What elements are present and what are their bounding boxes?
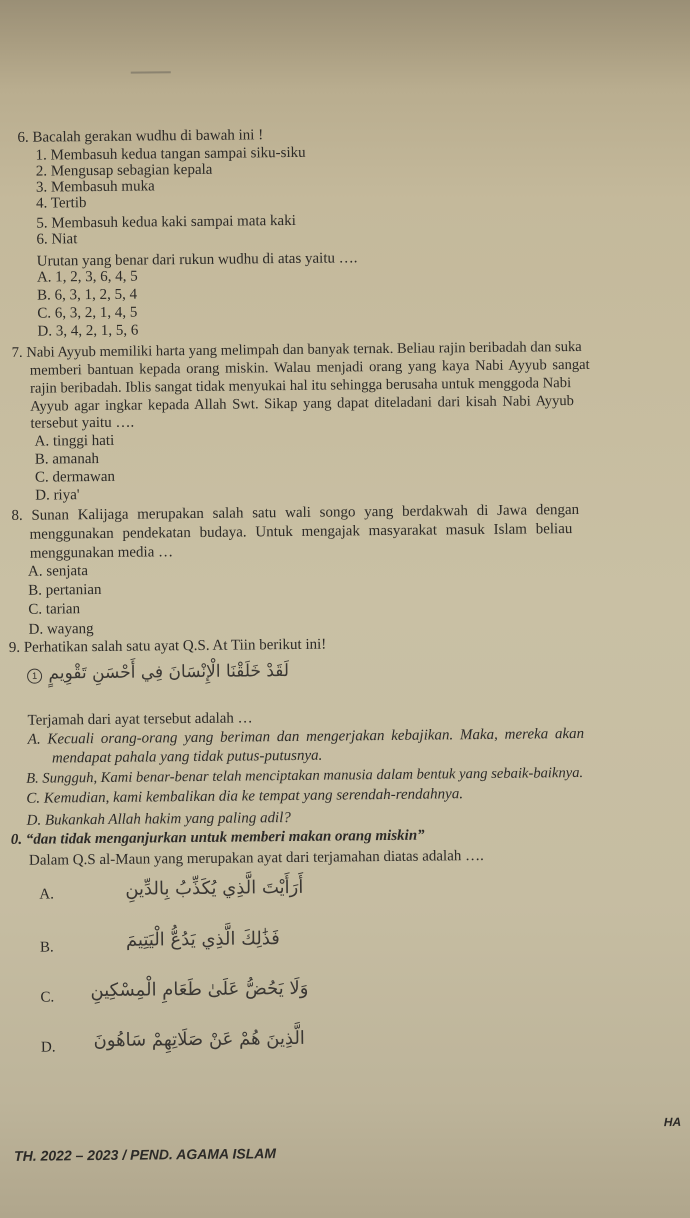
q6-option-d: D. 3, 4, 2, 1, 5, 6: [37, 322, 139, 340]
q9-option-b: B. Sungguh, Kami benar-benar telah menciptakan manusia dalam bentuk yang sebaik-baiknya.: [26, 764, 584, 787]
q10-option-b-arabic: فَذَٰلِكَ الَّذِي يَدُعُّ الْيَتِيمَ: [125, 928, 280, 951]
q6-item-2: 2. Mengusap sebagian kepala: [35, 161, 213, 180]
q7-option-c: C. dermawan: [34, 468, 116, 486]
q9-question: Terjamah dari ayat tersebut adalah …: [27, 710, 253, 729]
q6-option-a: A. 1, 2, 3, 6, 4, 5: [36, 268, 138, 286]
q9-title: 9. Perhatikan salah satu ayat Q.S. At Tiin berikut ini!: [8, 636, 327, 656]
q6-question: Urutan yang benar dari rukun wudhu di atas yaitu ….: [36, 250, 358, 270]
q8-option-d: D. wayang: [28, 621, 94, 638]
q6-item-6: 6. Niat: [36, 231, 78, 248]
q8-line-3: menggunakan media …: [29, 544, 174, 562]
q7-line-2: memberi bantuan kepada orang miskin. Walau menjadi orang yang kaya Nabi Ayyub sangat: [29, 356, 590, 379]
q10-option-d-label: D.: [40, 1039, 56, 1056]
q10-option-b-label: B.: [39, 939, 54, 956]
q7-line-4: Ayyub agar ingkar kepada Allah Swt. Sikap yang dapat diteladani dari kisah Nabi Ayyub: [30, 393, 575, 415]
decorative-dash: [131, 71, 171, 73]
q7-option-b: B. amanah: [34, 450, 100, 468]
q9-option-c: C. Kemudian, kami kembalikan dia ke tempat yang serendah-rendahnya.: [26, 786, 464, 807]
q9-option-a-cont: mendapat pahala yang tidak putus-putusnya.: [51, 747, 323, 767]
q9-option-a: A. Kecuali orang-orang yang beriman dan mengerjakan kebajikan. Maka, mereka akan: [27, 725, 585, 748]
q6-item-3: 3. Membasuh muka: [35, 178, 155, 196]
q8-option-a: A. senjata: [27, 563, 89, 580]
q6-title: 6. Bacalah gerakan wudhu di bawah ini !: [17, 127, 264, 146]
q8-line-1: 8. Sunan Kalijaga merupakan salah satu wali songo yang berdakwah di Jawa dengan: [11, 501, 580, 524]
q10-option-c-label: C.: [40, 989, 55, 1006]
q6-option-b: B. 6, 3, 1, 2, 5, 4: [37, 286, 138, 304]
q7-option-d: D. riya': [35, 487, 80, 504]
q10-question: Dalam Q.S al-Maun yang merupakan ayat dari terjamahan diatas adalah ….: [28, 847, 484, 869]
q8-option-b: B. pertanian: [28, 581, 102, 599]
q7-option-a: A. tinggi hati: [34, 432, 115, 450]
q10-option-c-arabic: وَلَا يَحُضُّ عَلَىٰ طَعَامِ الْمِسْكِينِ: [90, 977, 309, 1002]
q9-option-d: D. Bukankah Allah hakim yang paling adil?: [26, 809, 291, 829]
q10-option-a-label: A.: [39, 886, 55, 903]
q10-option-d-arabic: الَّذِينَ هُمْ عَنْ صَلَاتِهِمْ سَاهُونَ: [93, 1027, 306, 1052]
ayat-number-marker: 1: [27, 669, 42, 684]
q6-option-c: C. 6, 3, 2, 1, 4, 5: [37, 304, 138, 322]
q8-option-c: C. tarian: [28, 601, 81, 618]
q10-title: 0. “dan tidak menganjurkan untuk memberi makan orang miskin”: [10, 827, 425, 848]
q6-item-5: 5. Membasuh kedua kaki sampai mata kaki: [36, 212, 296, 232]
q7-line-3: rajin beribadah. Iblis sangat tidak menyukai hal itu sehingga berusaha untuk menggoda Nabi: [29, 375, 572, 397]
q7-line-1: 7. Nabi Ayyub memiliki harta yang melimpah dan banyak ternak. Beliau rajin beribadah dan suka: [11, 338, 582, 361]
q8-line-2: menggunakan pendekatan budaya. Untuk mengajak masyarakat masuk Islam beliau: [29, 521, 573, 543]
q7-line-5: tersebut yaitu ….: [30, 414, 135, 432]
q6-item-4: 4. Tertib: [36, 195, 87, 212]
footer-right-label: HA: [663, 1114, 682, 1130]
q10-option-a-arabic: أَرَأَيْتَ الَّذِي يُكَذِّبُ بِالدِّينِ: [125, 876, 304, 900]
q6-item-1: 1. Membasuh kedua tangan sampai siku-siku: [35, 144, 306, 164]
q9-arabic-ayat: لَقَدْ خَلَقْنَا الْإِنْسَانَ فِي أَحْسَنِ تَقْوِيمٍ: [48, 661, 290, 684]
footer-course-label: TH. 2022 – 2023 / PEND. AGAMA ISLAM: [14, 1145, 277, 1164]
